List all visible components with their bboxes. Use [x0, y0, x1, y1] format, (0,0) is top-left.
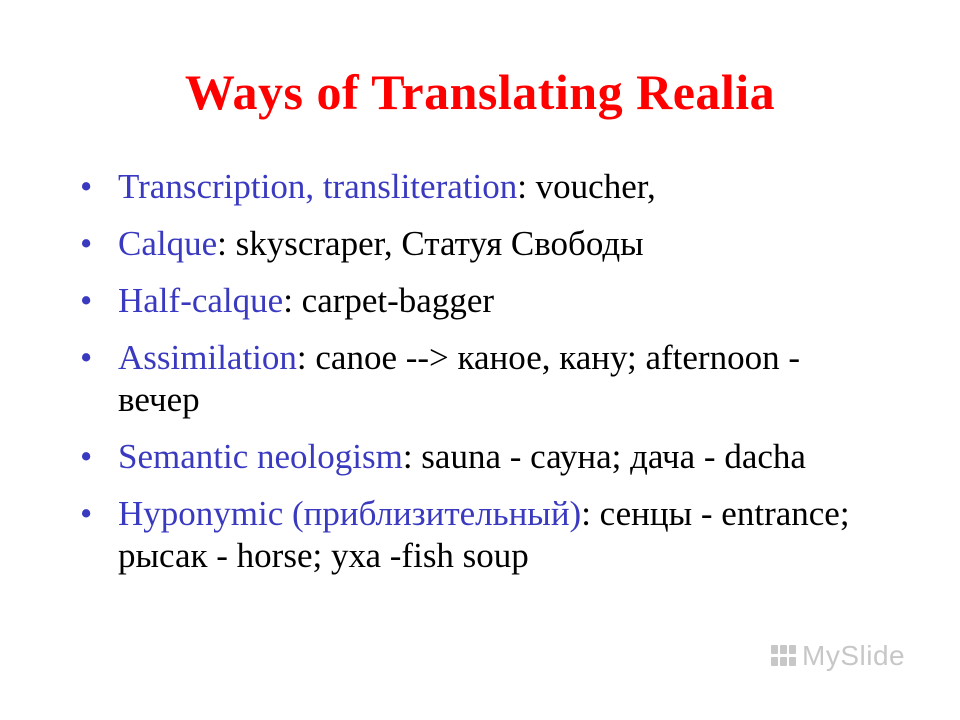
- bullet-item: [80, 337, 870, 421]
- watermark-text: MySlide: [802, 640, 906, 671]
- bullet-text: : sauna - сауна; дача - dacha: [402, 437, 806, 476]
- bullet-item: [80, 280, 870, 322]
- bullet-item: [80, 166, 870, 208]
- bullet-text: : canoe --> каное, кану; afternoon - вечер: [118, 338, 800, 419]
- bullet-item: [80, 493, 870, 577]
- bullet-text: : carpet-bagger: [283, 281, 495, 320]
- bullet-term: Half-calque: [118, 281, 284, 320]
- bullet-term: Hyponymic (приблизительный): [118, 494, 582, 533]
- bullet-text: : voucher,: [517, 167, 656, 206]
- bullet-term: Calque: [118, 224, 218, 263]
- bullet-term: Transcription, transliteration: [118, 167, 518, 206]
- bullet-term: Assimilation: [118, 338, 297, 377]
- bullet-item: [80, 436, 870, 478]
- bullet-item: [80, 223, 870, 265]
- bullet-text: : skyscraper, Статуя Свободы: [217, 224, 644, 263]
- bullet-term: Semantic neologism: [118, 437, 403, 476]
- myslide-watermark: [770, 636, 905, 676]
- bullet-text: : сенцы - entrance; рысак - horse; уха -fish soup: [118, 494, 850, 575]
- slide-title: Ways of Translating Realia: [184, 64, 776, 120]
- myslide-logo-icon: [770, 642, 798, 670]
- bullet-list: [80, 166, 870, 592]
